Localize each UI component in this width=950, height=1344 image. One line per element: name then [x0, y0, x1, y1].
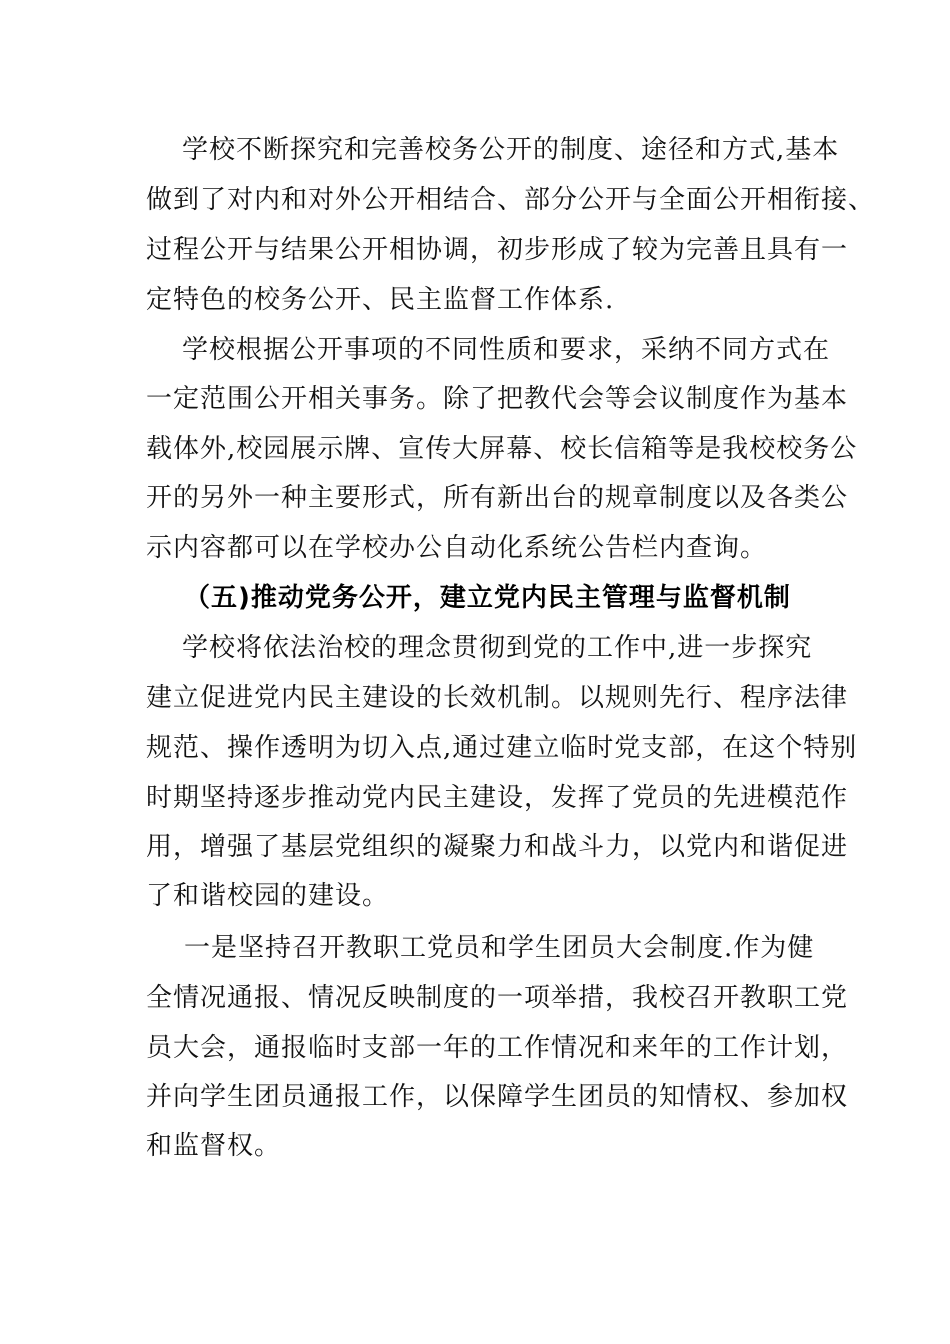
- paragraph-3-line-6: 了和谐校园的建设。: [146, 881, 390, 911]
- paragraph-1-line-2: 做到了对内和对外公开相结合、部分公开与全面公开相衔接、: [146, 185, 876, 215]
- paragraph-3-line-3: 规范、操作透明为切入点,通过建立临时党支部，在这个特别: [146, 733, 858, 763]
- paragraph-3-line-2: 建立促进党内民主建设的长效机制。以规则先行、程序法律: [146, 683, 849, 713]
- paragraph-2-line-4: 开的另外一种主要形式，所有新出台的规章制度以及各类公: [146, 483, 849, 513]
- paragraph-4-line-5: 和监督权。: [146, 1131, 282, 1161]
- paragraph-4-line-2: 全情况通报、情况反映制度的一项举措，我校召开教职工党: [146, 983, 849, 1013]
- paragraph-2-line-2: 一定范围公开相关事务。除了把教代会等会议制度作为基本: [146, 384, 849, 414]
- paragraph-1-line-4: 定特色的校务公开、民主监督工作体系.: [146, 285, 615, 315]
- paragraph-1-line-3: 过程公开与结果公开相协调，初步形成了较为完善且具有一: [146, 235, 849, 265]
- paragraph-3-line-1: 学校将依法治校的理念贯彻到党的工作中,进一步探究: [182, 633, 813, 663]
- section-heading: （五)推动党务公开，建立党内民主管理与监督机制: [184, 583, 791, 613]
- paragraph-2-line-1: 学校根据公开事项的不同性质和要求，采纳不同方式在: [182, 335, 831, 365]
- paragraph-4-line-4: 并向学生团员通报工作，以保障学生团员的知情权、参加权: [146, 1082, 849, 1112]
- paragraph-2-line-3: 载体外,校园展示牌、宣传大屏幕、校长信箱等是我校校务公: [146, 434, 858, 464]
- paragraph-2-line-5: 示内容都可以在学校办公自动化系统公告栏内查询。: [146, 533, 768, 563]
- paragraph-4-line-3: 员大会，通报临时支部一年的工作情况和来年的工作计划，: [146, 1033, 849, 1063]
- paragraph-3-line-5: 用，增强了基层党组织的凝聚力和战斗力，以党内和谐促进: [146, 832, 849, 862]
- paragraph-3-line-4: 时期坚持逐步推动党内民主建设，发挥了党员的先进模范作: [146, 783, 849, 813]
- paragraph-4-line-1: 一是坚持召开教职工党员和学生团员大会制度.作为健: [184, 933, 815, 963]
- paragraph-1-line-1: 学校不断探究和完善校务公开的制度、途径和方式,基本: [182, 135, 840, 165]
